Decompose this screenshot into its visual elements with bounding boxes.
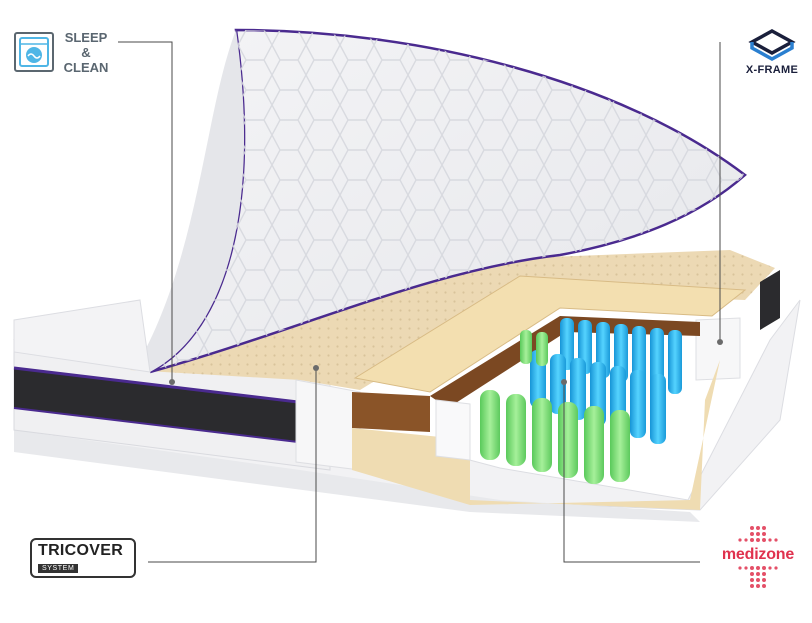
coconut-layer [352,392,430,432]
tricover-sub: SYSTEM [38,564,78,573]
sleep-clean-badge [14,28,114,80]
x-frame-cube-icon [740,28,804,64]
x-frame-label: X-FRAME [745,64,799,76]
edge-foam-block [296,380,360,470]
front-edge-foam [436,400,470,460]
washing-machine-icon [14,32,54,72]
medizone-badge [716,524,800,592]
edge-foam-right [696,318,740,380]
medizone-word: medizone [721,546,795,563]
sleep-clean-line3: CLEAN [63,60,109,75]
x-frame-badge [740,28,804,80]
sleep-clean-line2: & [81,45,91,60]
sleep-clean-line1: SLEEP [64,30,108,45]
tricover-main: TRICOVER [38,542,124,559]
sleep-clean-text [60,30,112,75]
tricover-badge [30,538,136,582]
